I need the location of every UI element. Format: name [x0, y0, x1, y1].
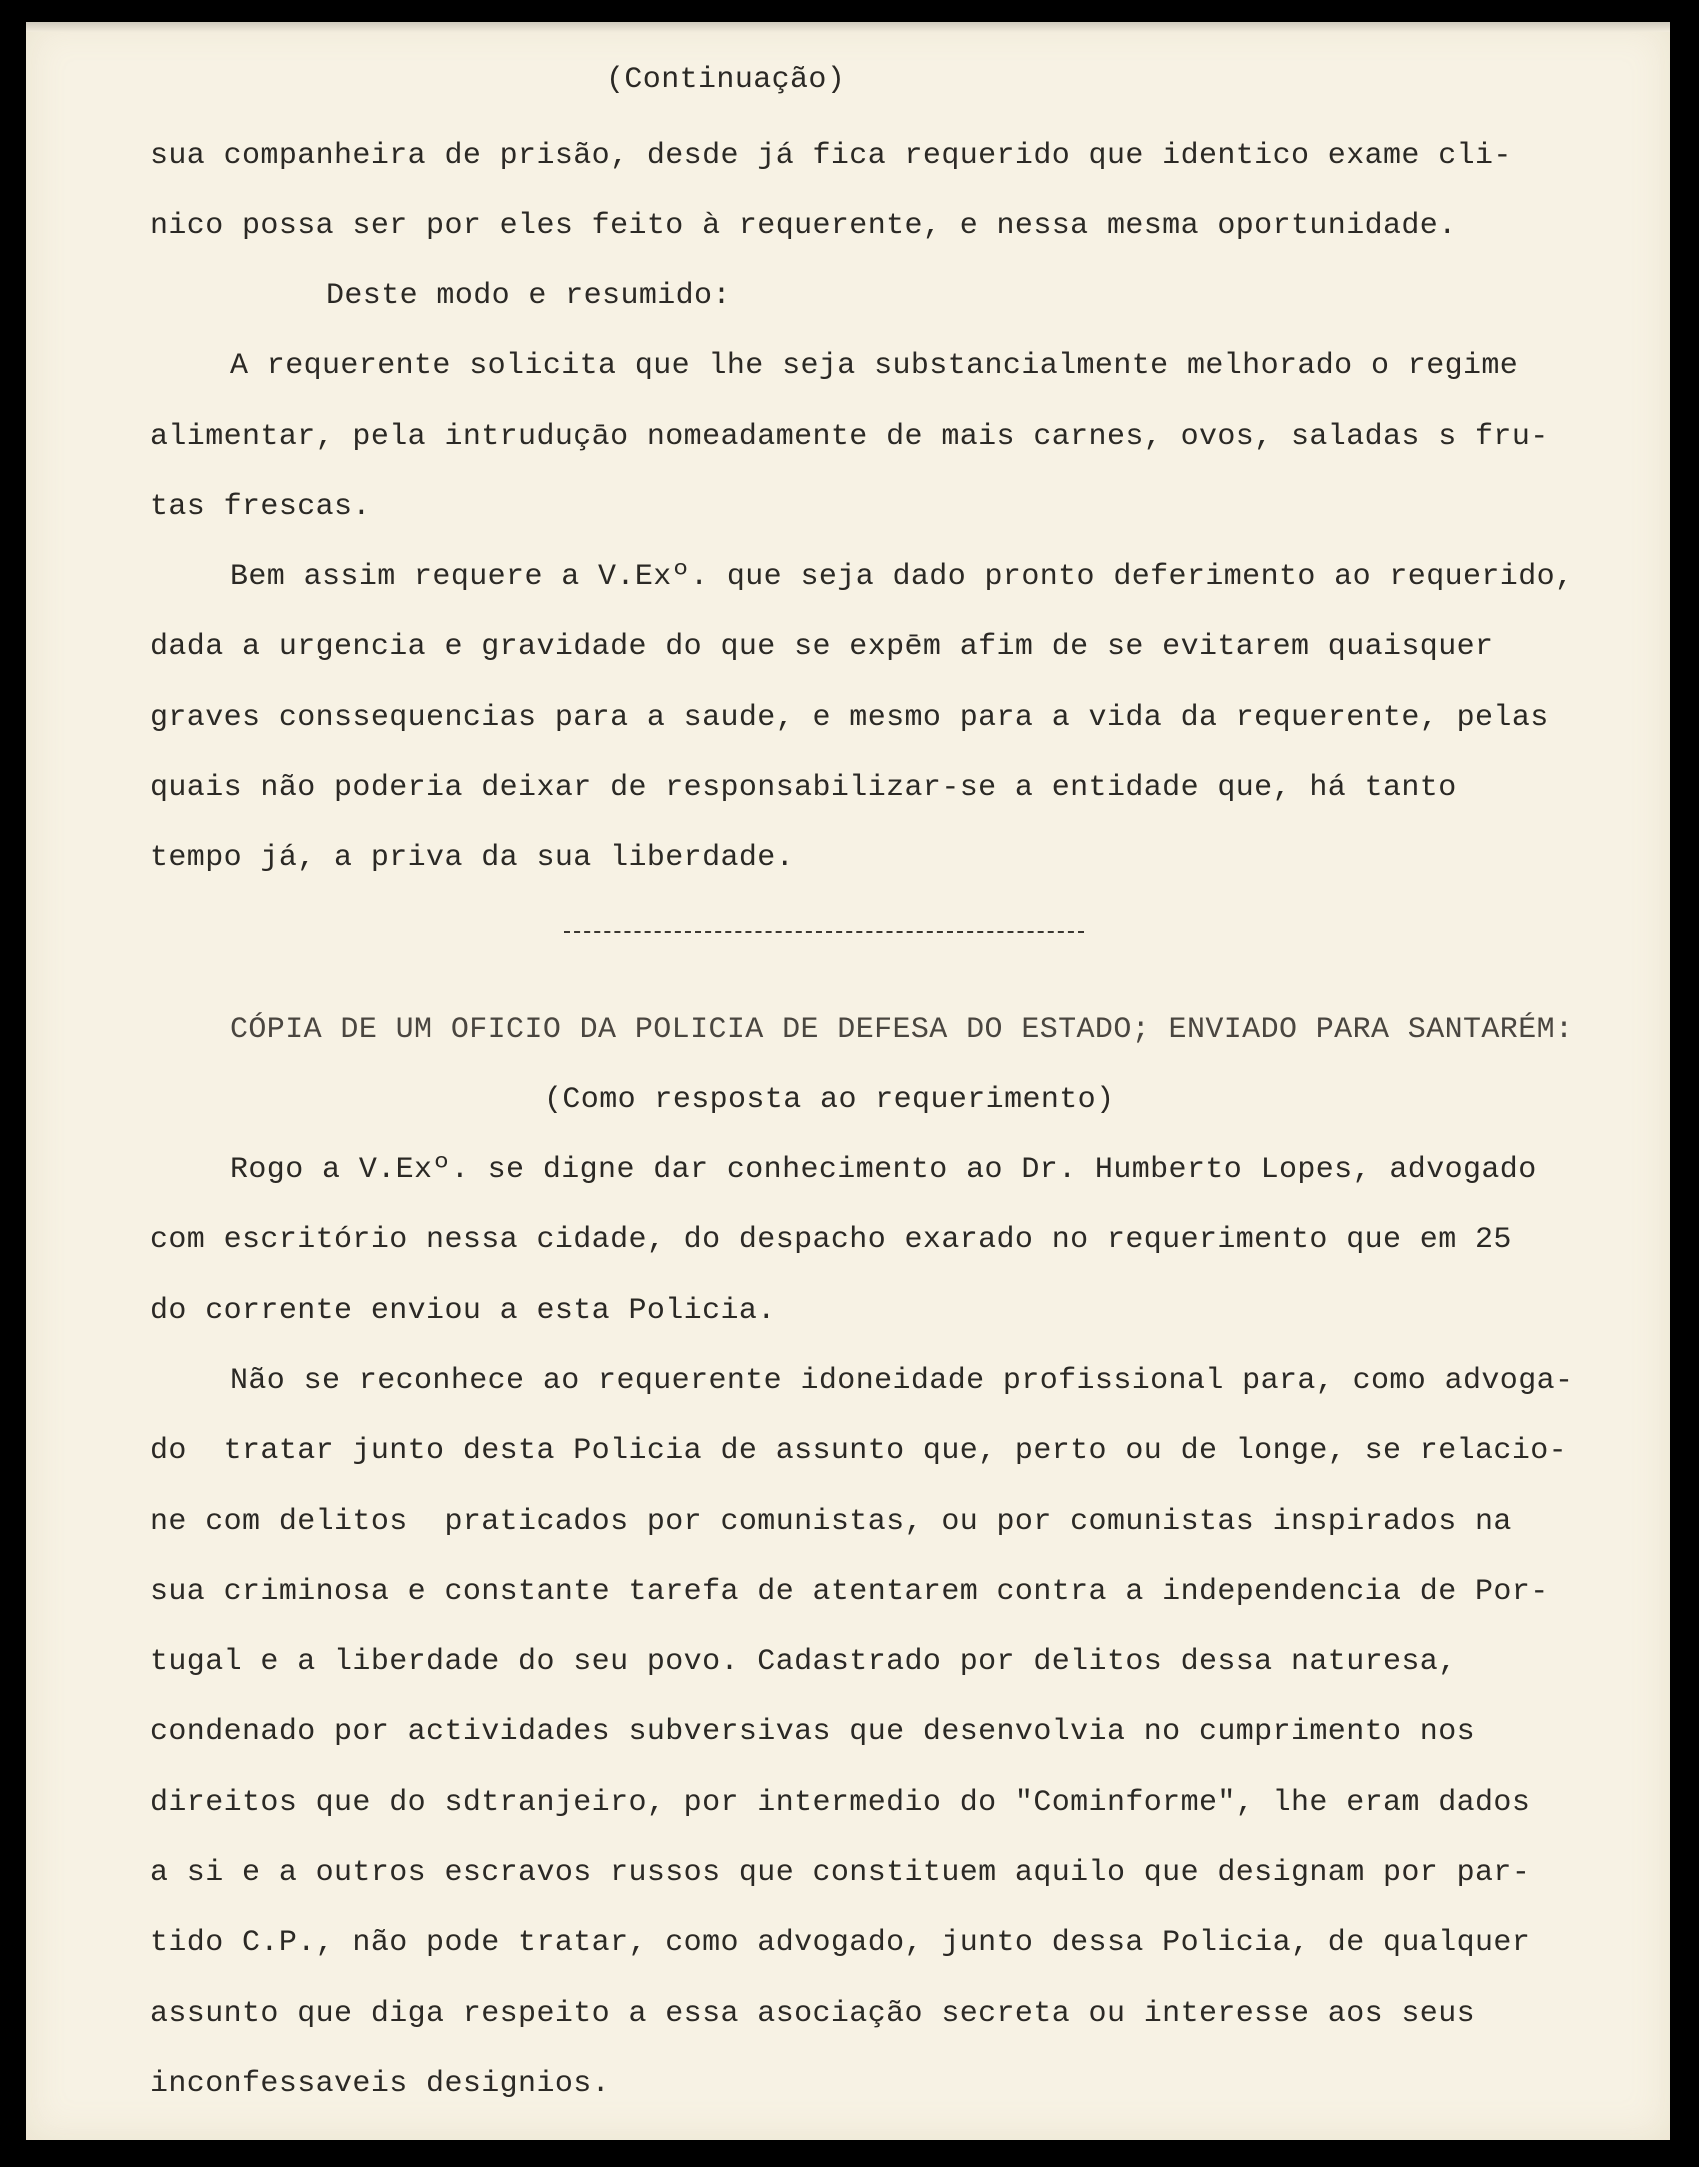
text-line: Não se reconhece ao requerente idoneidade profissional para, como advoga-: [230, 1364, 1574, 1398]
text-line: assunto que diga respeito a essa asociação secreta ou interesse aos seus: [150, 1997, 1476, 2031]
text-line: graves conssequencias para a saude, e mesmo para a vida da requerente, pelas: [150, 701, 1549, 735]
text-line: condenado por actividades subversivas que desenvolvia no cumprimento nos: [150, 1715, 1476, 1749]
text-line: tugal e a liberdade do seu povo. Cadastrado por delitos dessa naturesa,: [150, 1645, 1457, 1679]
text-line: do corrente enviou a esta Policia.: [150, 1294, 776, 1328]
text-line: A requerente solicita que lhe seja substancialmente melhorado o regime: [230, 349, 1519, 383]
continuation-label: (Continuação): [606, 63, 846, 97]
text-line: dada a urgencia e gravidade do que se expēm afim de se evitarem quaisquer: [150, 630, 1494, 664]
text-line: do tratar junto desta Policia de assunto que, perto ou de longe, se relacio-: [150, 1434, 1568, 1468]
text-line: quais não poderia deixar de responsabilizar-se a entidade que, há tanto: [150, 771, 1457, 805]
section-subheading: (Como resposta ao requerimento): [544, 1083, 1115, 1117]
text-line: inconfessaveis designios.: [150, 2067, 611, 2101]
document-page: [26, 22, 1670, 2140]
dashed-separator: [564, 931, 1084, 933]
text-line: direitos que do sdtranjeiro, por intermedio do "Cominforme", lhe eram dados: [150, 1786, 1531, 1820]
text-line: nico possa ser por eles feito à requerente, e nessa mesma oportunidade.: [150, 209, 1457, 243]
text-line: sua criminosa e constante tarefa de atentarem contra a independencia de Por-: [150, 1575, 1549, 1609]
text-line: sua companheira de prisão, desde já fica requerido que identico exame cli-: [150, 139, 1512, 173]
text-line: a si e a outros escravos russos que constituem aquilo que designam por par-: [150, 1856, 1531, 1890]
section-heading: CÓPIA DE UM OFICIO DA POLICIA DE DEFESA DO ESTADO; ENVIADO PARA SANTARÉM:: [230, 1013, 1574, 1047]
text-line: tempo já, a priva da sua liberdade.: [150, 841, 795, 875]
text-line: Deste modo e resumido:: [326, 279, 731, 313]
text-line: Rogo a V.Exº. se digne dar conhecimento ao Dr. Humberto Lopes, advogado: [230, 1153, 1537, 1187]
text-line: tido C.P., não pode tratar, como advogado, junto dessa Policia, de qualquer: [150, 1926, 1531, 1960]
text-line: com escritório nessa cidade, do despacho exarado no requerimento que em 25: [150, 1223, 1512, 1257]
text-line: alimentar, pela intruduçāo nomeadamente de mais carnes, ovos, saladas s fru-: [150, 420, 1549, 454]
text-line: Bem assim requere a V.Exº. que seja dado pronto deferimento ao requerido,: [230, 560, 1574, 594]
page-top-edge: [26, 22, 1670, 32]
text-line: tas frescas.: [150, 490, 371, 524]
text-line: ne com delitos praticados por comunistas, ou por comunistas inspirados na: [150, 1505, 1512, 1539]
